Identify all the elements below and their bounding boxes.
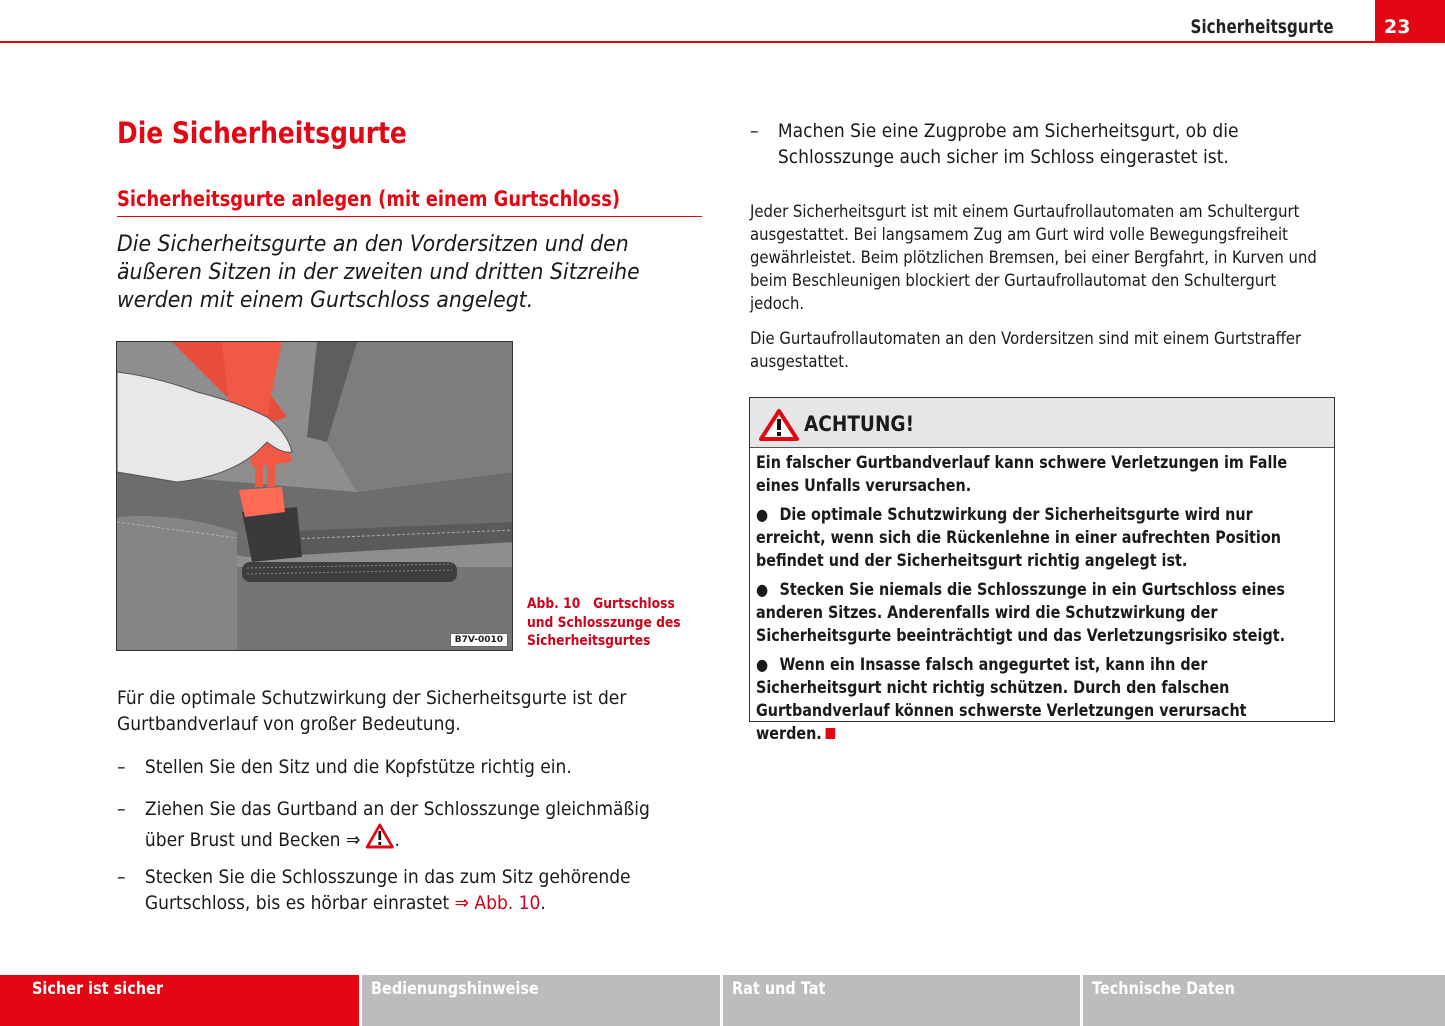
body-paragraph-pretensioner: Die Gurtaufrollautomaten an den Vordersitzen sind mit einem Gurtstraffer ausgestattet. <box>750 329 1302 371</box>
warning-body <box>756 451 1313 751</box>
footer-tab-technische-daten[interactable] <box>1083 975 1445 1026</box>
footer-nav <box>0 975 1445 1026</box>
step-text: Stellen Sie den Sitz und die Kopfstütze richtig ein. <box>144 756 572 778</box>
arrow-reference: ⇒ <box>345 828 361 851</box>
instruction-step-4 <box>750 119 1326 170</box>
step-text: Stecken Sie die Schlosszunge in das zum Sitz gehörende Gurtschloss, bis es hörbar einrastet <box>144 866 631 914</box>
step-dash: – <box>750 120 759 142</box>
bullet-icon: ● <box>756 655 769 674</box>
footer-tab-label: Rat und Tat <box>731 979 825 999</box>
bullet-icon: ● <box>756 580 769 599</box>
warning-bullet-2 <box>756 578 1313 647</box>
figure-caption <box>527 595 690 651</box>
intro-text: Die Sicherheitsgurte an den Vordersitzen und den äußeren Sitzen in der zweiten und dritten Sitzreihe werden mit einem Gurtschloss angelegt. <box>117 232 640 313</box>
figure-caption-label: Abb. 10 <box>527 596 581 612</box>
instruction-step-1 <box>117 755 693 781</box>
page-number: 23 <box>1375 0 1445 43</box>
figure-reference-link[interactable]: ⇒ Abb. 10 <box>454 891 541 914</box>
step-tail: . <box>394 828 400 851</box>
subtitle-rule <box>117 216 702 217</box>
end-of-section-icon <box>825 728 835 739</box>
warning-lead: Ein falscher Gurtbandverlauf kann schwere Verletzungen im Falle eines Unfalls verursachen. <box>756 453 1288 495</box>
step-text: Ziehen Sie das Gurtband an der Schlosszunge gleichmäßig über Brust und Becken <box>144 798 650 851</box>
page-title: Die Sicherheitsgurte <box>117 116 407 150</box>
warning-triangle-icon[interactable] <box>366 823 395 857</box>
warning-header <box>750 398 1334 448</box>
footer-tab-label: Sicher ist sicher <box>32 979 164 999</box>
footer-tab-sicher-ist-sicher[interactable] <box>0 975 362 1026</box>
step-dash: – <box>117 756 126 778</box>
seatbelt-buckle-illustration <box>117 342 513 651</box>
warning-bullet-1 <box>756 503 1313 572</box>
warning-bullet-text: Wenn ein Insasse falsch angegurtet ist, kann ihn der Sicherheitsgurt nicht richtig schützen. Durch den falschen Gurtbandverlauf können schwerste Verletzungen verursacht werden. <box>756 655 1247 743</box>
footer-tab-label: Technische Daten <box>1092 979 1236 999</box>
step-tail: . <box>540 891 546 914</box>
figure-code: B7V-0010 <box>450 633 508 647</box>
body-paragraph: Für die optimale Schutzwirkung der Sicherheitsgurte ist der Gurtbandverlauf von großer Bedeutung. <box>117 687 627 735</box>
footer-tab-label: Bedienungshinweise <box>370 979 539 999</box>
warning-box <box>749 397 1335 743</box>
header-rule <box>0 41 1445 43</box>
footer-tab-rat-und-tat[interactable] <box>723 975 1084 1026</box>
footer-tab-bedienungshinweise[interactable] <box>362 975 723 1026</box>
warning-triangle-icon <box>758 408 800 447</box>
figure-seatbelt-buckle <box>116 341 513 651</box>
step-dash: – <box>117 866 126 888</box>
header-section-title: Sicherheitsgurte <box>1190 16 1334 38</box>
instruction-step-3 <box>117 865 693 916</box>
step-dash: – <box>117 798 126 820</box>
bullet-icon: ● <box>756 505 769 524</box>
warning-title: ACHTUNG! <box>804 412 915 436</box>
figure-caption-text: Gurtschloss und Schlosszunge des Sicherheitsgurtes <box>527 596 681 649</box>
section-subtitle: Sicherheitsgurte anlegen (mit einem Gurtschloss) <box>117 187 621 211</box>
warning-bullet-3 <box>756 653 1313 745</box>
warning-bullet-text: Stecken Sie niemals die Schlosszunge in ein Gurtschloss eines anderen Sitzes. Anderenfalls wird die Schutzwirkung der Sicherheitsgurte beeinträchtigt und das Verletzungsrisiko steigt. <box>756 580 1286 645</box>
warning-bullet-text: Die optimale Schutzwirkung der Sicherheitsgurte wird nur erreicht, wenn sich die Rückenlehne in einer aufrechten Position befindet und der Sicherheitsgurt richtig angelegt ist. <box>756 505 1281 570</box>
step-text: Machen Sie eine Zugprobe am Sicherheitsgurt, ob die Schlosszunge auch sicher im Schloss eingerastet ist. <box>777 120 1239 168</box>
instruction-step-2 <box>117 797 693 856</box>
body-paragraph-retractor: Jeder Sicherheitsgurt ist mit einem Gurtaufrollautomaten am Schultergurt ausgestattet. Bei langsamem Zug am Gurt wird volle Bewegungsfreiheit gewährleistet. Beim plötzlichen Bremsen, bei einer Bergfahrt, in Kurven und beim Beschleunigen blockiert der Gurtaufrollautomat den Schultergurt jedoch. <box>750 202 1317 313</box>
